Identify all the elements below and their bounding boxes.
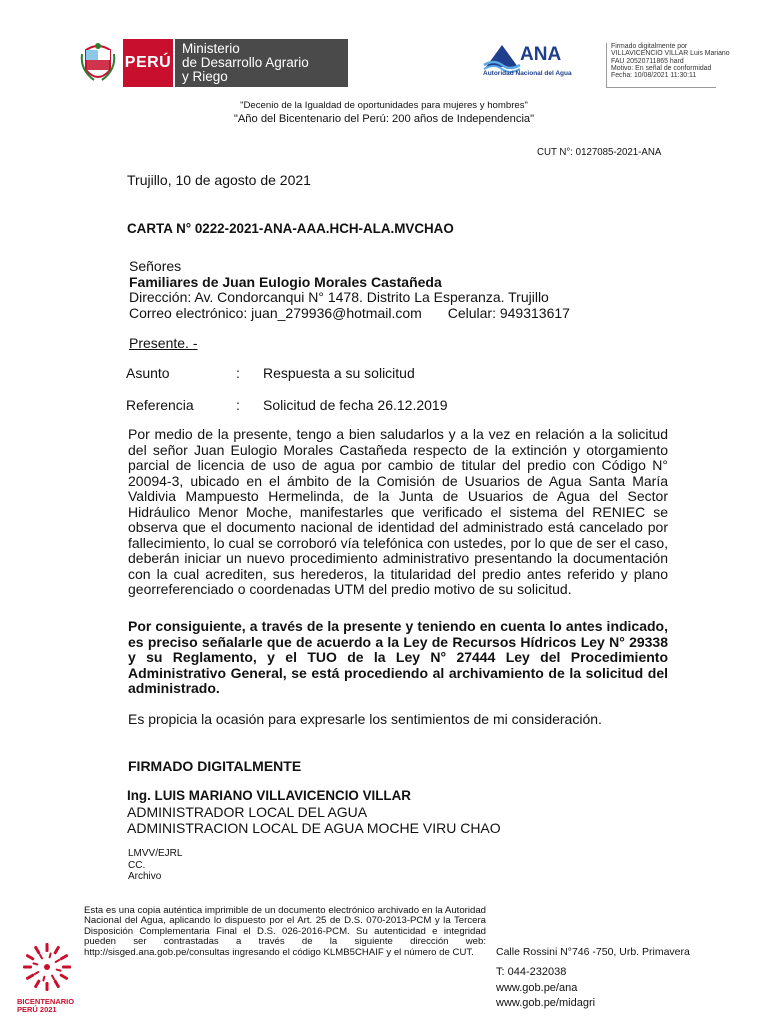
signer-title: ADMINISTRADOR LOCAL DEL AGUA — [127, 804, 368, 820]
footer-address: Calle Rossini N°746 -750, Urb. Primavera — [496, 946, 690, 958]
ministry-logo — [174, 39, 348, 87]
recipient-phone: Celular: 949313617 — [447, 304, 570, 321]
recipient-name: Familiares de Juan Eulogio Morales Castañeda — [129, 273, 442, 290]
letter-date: Trujillo, 10 de agosto de 2021 — [127, 172, 311, 188]
bicentenario-line: BICENTENARIO — [17, 997, 75, 1006]
reference-line: Archivo — [128, 871, 162, 882]
bicentenario-line: PERÚ 2021 — [17, 1005, 57, 1014]
signer-office: ADMINISTRACION LOCAL DE AGUA MOCHE VIRU CHAO — [127, 820, 501, 836]
coat-of-arms-icon — [78, 40, 118, 86]
signature-line: VILLAVICENCIO VILLAR Luis Mariano — [611, 50, 730, 58]
footer-phone: T: 044-232038 — [496, 966, 567, 978]
recipient-address: Dirección: Av. Condorcanqui N° 1478. Distrito La Esperanza. Trujillo — [129, 289, 549, 305]
decenio-motto: "Decenio de la Igualdad de oportunidades para mujeres y hombres" — [240, 100, 528, 111]
body-paragraph-1: Por medio de la presente, tengo a bien saludarlos y a la vez en relación a la solicitud del señor Juan Eulogio Morales Castañeda respecto de la extinción y otorgamiento parcial de licencia de uso de agua por cambio de titular del predio con Código N° 20094-3, ubicado en el ámbito de la Comisión de Usuarios de Agua Santa María Valdivia Mampuesto Hermelinda, de la Junta de Usuarios de Agua del Sector Hidráulico Menor Moche, manifestarles que verificado el sistema del RENIEC se observa que el documento nacional de identidad del administrado está cancelado por fallecimiento, lo cual se corroboró vía telefónica con ustedes, por lo que de ser el caso, deberán iniciar un nuevo procedimiento administrativo presentando la documentación con la cual acrediten, sus herederos, la titularidad del predio antes referido y plano georreferenciado o coordenadas UTM del predio motivo de su solicitud. — [128, 426, 668, 597]
signed-digitally-label: FIRMADO DIGITALMENTE — [128, 758, 302, 774]
body-paragraph-2: Por consiguiente, a través de la presente y teniendo en cuenta lo antes indicado, es preciso señalarle que de acuerdo a la Ley de Recursos Hídricos Ley N° 29338 y su Reglamento, y el TUO de la Ley N° 27444 Ley del Procedimiento Administrativo General, se está procediendo al archivamiento de la solicitud del administrado. — [128, 618, 668, 696]
ana-logo-subtitle: Autoridad Nacional del Agua — [483, 70, 572, 77]
references-block — [128, 848, 182, 883]
ministry-line: y Riego — [182, 69, 228, 84]
signature-line: FAU 20520711865 hard — [611, 57, 684, 65]
peru-logo-text: PERÚ — [124, 54, 172, 71]
letter-number: CARTA N° 0222-2021-ANA-AAA.HCH-ALA.MVCHAO — [127, 221, 454, 236]
ana-logo-text: ANA — [520, 44, 562, 65]
referencia-label: Referencia — [126, 397, 194, 413]
signature-line: Fecha: 10/08/2021 11:30:11 — [611, 72, 697, 80]
footer-contact — [496, 965, 595, 1012]
bicentenario-logo-text — [17, 998, 74, 1014]
signature-line: Motivo: En señal de conformidad — [611, 64, 712, 72]
footer-web-midagri[interactable]: www.gob.pe/midagri — [496, 997, 596, 1009]
signature-block — [127, 788, 501, 836]
authenticity-note: Esta es una copia auténtica imprimible de un documento electrónico archivado en la Autoridad Nacional del Agua, aplicando lo dispuesto por el Art. 25 de D.S. 070-2013-PCM y la Tercera Disposición Complementaria Final el D.S. 026-2016-PCM. Su autenticidad e integridad pueden ser contrastadas a través de la siguiente dirección web: http://sisged.ana.gob.pe/consultas ingresando el código KLMB5CHAIF y el número de CUT. — [84, 905, 486, 958]
cut-number: CUT N°: 0127085-2021-ANA — [537, 147, 662, 158]
digital-signature-stamp — [606, 43, 730, 88]
signature-line: Firmado digitalmente por — [611, 43, 688, 50]
referencia-value: Solicitud de fecha 26.12.2019 — [263, 397, 448, 413]
asunto-colon: : — [236, 365, 240, 381]
body-paragraph-3: Es propicia la ocasión para expresarle los sentimientos de mi consideración. — [128, 711, 602, 727]
year-motto: "Año del Bicentenario del Perú: 200 años de Independencia" — [233, 113, 535, 125]
presente-label: Presente. - — [129, 335, 198, 351]
reference-line: LMVV/EJRL — [128, 848, 183, 859]
referencia-colon: : — [236, 397, 240, 413]
recipient-block — [129, 259, 570, 321]
salutation: Señores — [129, 258, 182, 274]
signer-name: Ing. LUIS MARIANO VILLAVICENCIO VILLAR — [127, 788, 411, 803]
asunto-value: Respuesta a su solicitud — [263, 365, 415, 381]
reference-line: CC. — [128, 859, 146, 871]
peru-logo — [123, 39, 173, 87]
footer-web-ana[interactable]: www.gob.pe/ana — [496, 981, 578, 994]
ministry-line: de Desarrollo Agrario — [182, 55, 309, 70]
recipient-email: Correo electrónico: juan_279936@hotmail.com — [129, 304, 422, 321]
ministry-line: Ministerio — [182, 41, 240, 56]
asunto-label: Asunto — [126, 365, 170, 381]
